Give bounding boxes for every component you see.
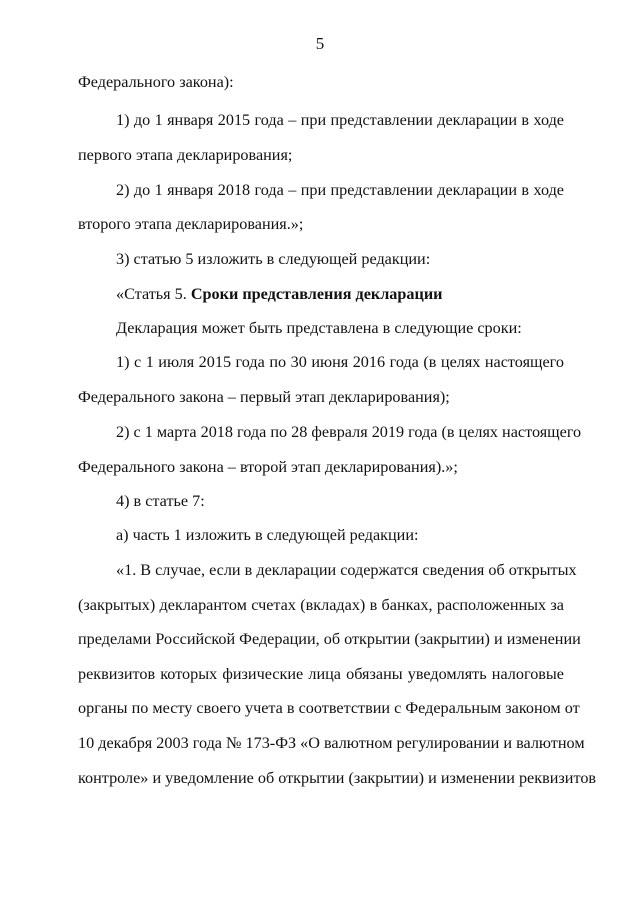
article-label: «Статья 5. bbox=[116, 285, 191, 303]
text-line: органы по месту своего учета в соответствии с Федеральным законом от bbox=[78, 699, 580, 717]
text-line: 10 декабря 2003 года № 173-ФЗ «О валютном регулировании и валютном bbox=[78, 734, 585, 752]
text-line: 2) с 1 марта 2018 года по 28 февраля 2019 года (в целях настоящего bbox=[116, 423, 582, 441]
text-line: 1) с 1 июля 2015 года по 30 июня 2016 года (в целях настоящего bbox=[116, 353, 564, 371]
text-line: 2) до 1 января 2018 года – при представлении декларации в ходе bbox=[116, 181, 564, 199]
article-title: Сроки представления декларации bbox=[190, 285, 443, 303]
text-line: а) часть 1 изложить в следующей редакции: bbox=[116, 526, 419, 544]
text-line: Федерального закона): bbox=[78, 73, 234, 91]
article-heading bbox=[116, 284, 564, 304]
text-line: реквизитов которых физические лица обязаны уведомлять налоговые bbox=[78, 665, 564, 683]
text-line: контроле» и уведомление об открытии (закрытии) и изменении реквизитов bbox=[78, 769, 597, 787]
text-line: второго этапа декларирования.»; bbox=[78, 215, 304, 233]
text-line: 4) в статье 7: bbox=[116, 492, 205, 510]
text-line: (закрытых) декларантом счетах (вкладах) в банках, расположенных за bbox=[78, 596, 564, 614]
text-line: Федерального закона – второй этап декларирования).»; bbox=[78, 458, 458, 476]
text-line: Декларация может быть представлена в следующие сроки: bbox=[116, 319, 522, 337]
page-number: 5 bbox=[315, 34, 325, 53]
text-line: 3) статью 5 изложить в следующей редакции: bbox=[116, 250, 431, 268]
text-line: пределами Российской Федерации, об открытии (закрытии) и изменении bbox=[78, 630, 581, 648]
text-line: 1) до 1 января 2015 года – при представлении декларации в ходе bbox=[116, 111, 564, 129]
text-line: «1. В случае, если в декларации содержатся сведения об открытых bbox=[116, 561, 577, 579]
text-line: Федерального закона – первый этап декларирования); bbox=[78, 388, 450, 406]
text-line: первого этапа декларирования; bbox=[78, 146, 293, 164]
